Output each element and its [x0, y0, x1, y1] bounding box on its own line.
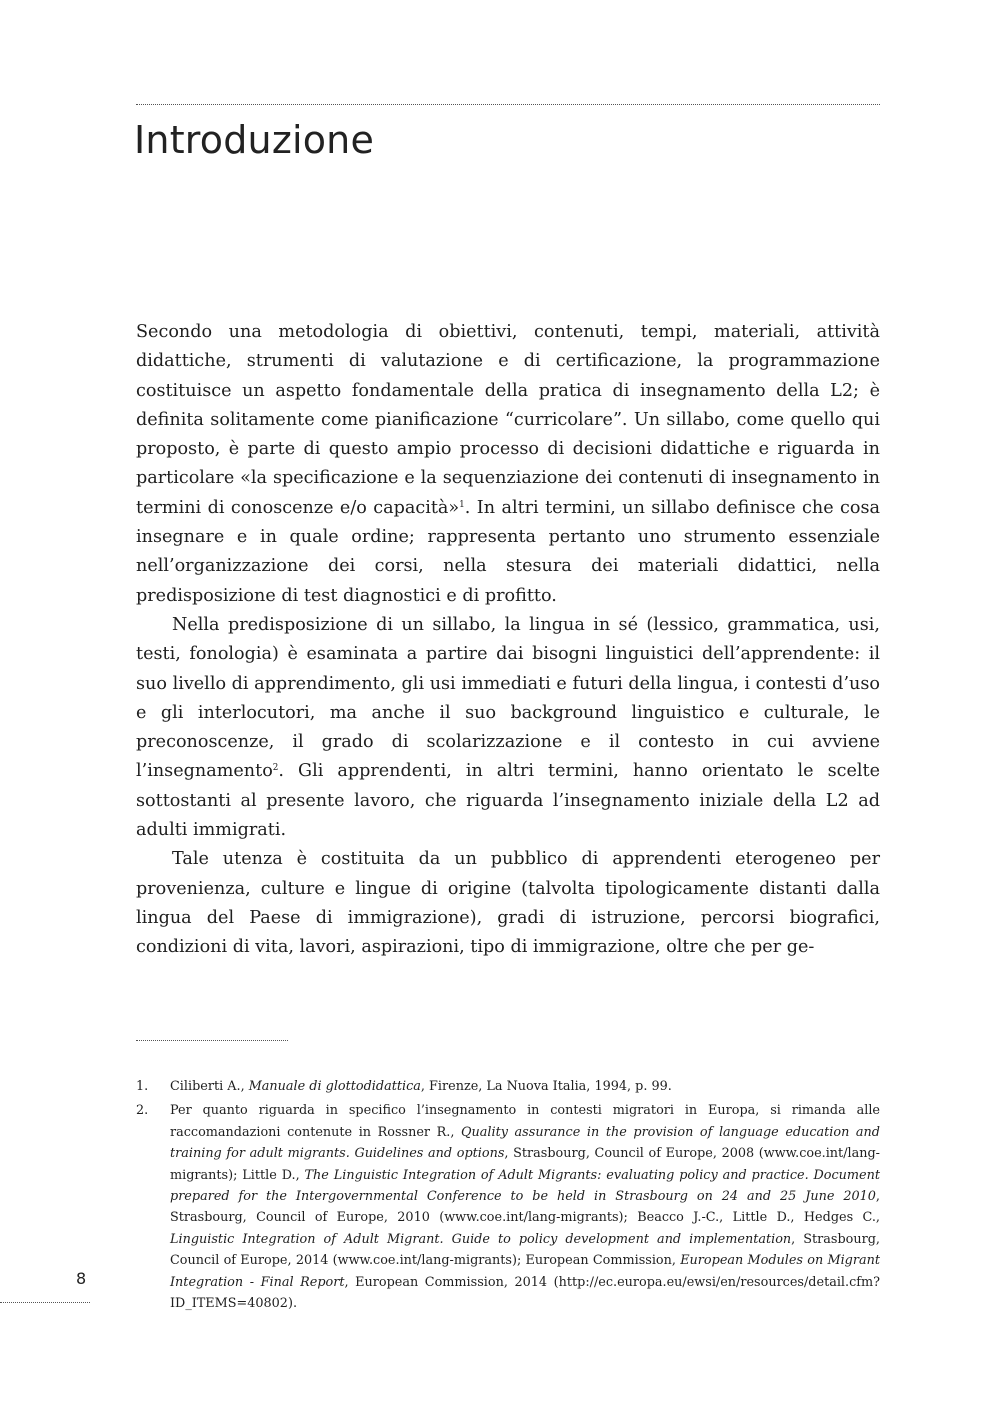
- footnote-text-part: , Firenze, La Nuova Italia, 1994, p. 99.: [420, 1079, 672, 1094]
- footnote-text-part: , Strasbourg, Council of Europe, 2010 (www.coe.int/lang-migrants); Beacco J.-C., Little D., Hedges C.,: [170, 1189, 880, 1226]
- body-text: [136, 318, 880, 963]
- footnote-title: Linguistic Integration of Adult Migrant. Guide to policy development and implementation: [170, 1231, 792, 1247]
- footnote-ref-1[interactable]: 1: [459, 499, 465, 510]
- paragraph-1-text-rest: . In altri termini, un sillabo definisce che cosa insegnare e in quale ordine; rappresenta pertanto uno strumento essenziale nell’organizzazione dei corsi, nella stesura dei materiali didattici, nella predisposizione di test diagnostici e di profitto.: [136, 497, 880, 606]
- paragraph-2-text-rest: . Gli apprendenti, in altri termini, hanno orientato le scelte sottostanti al presente lavoro, che riguarda l’insegnamento iniziale della L2 ad adulti immigrati.: [136, 761, 880, 841]
- footnote-text-part: Per quanto riguarda in specifico l’insegnamento in contesti migratori in Europa, si rimanda alle raccomandazioni contenute in Rossner R.,: [170, 1103, 880, 1140]
- bottom-dotted-rule: [0, 1302, 90, 1303]
- footnote-title: The Linguistic Integration of Adult Migrants: evaluating policy and practice. Document prepared for the Intergovernmental Conference to be held in Strasbourg on 24 and 25 June 2010: [170, 1167, 880, 1205]
- footnote-title: European Modules on Migrant Integration - Final Report: [170, 1253, 881, 1290]
- footnote-title: Quality assurance in the provision of language education and training for adult migrants. Guidelines and options: [170, 1124, 880, 1162]
- footnote-title: Manuale di glottodidattica: [248, 1079, 421, 1094]
- footnote-text-part: , Strasbourg, Council of Europe, 2008 (www.coe.int/lang-migrants); Little D.,: [170, 1146, 880, 1183]
- top-dotted-rule: [136, 104, 880, 105]
- paragraph-1-text: Secondo una metodologia di obiettivi, contenuti, tempi, materiali, attività didattiche, strumenti di valutazione e di certificazione, la programmazione costituisce un aspetto fondamentale della pratica di insegnamento della L2; è definita solitamente come pianificazione “curricolare”. Un sillabo, come quello qui proposto, è parte di questo ampio processo di decisioni didattiche e riguarda in particolare «la specificazione e la sequenziazione dei contenuti di insegnamento in termini di conoscenze e/o capacità»: [136, 322, 880, 518]
- paragraph-2: [136, 611, 880, 845]
- footnote-text-part: Ciliberti A.,: [170, 1079, 249, 1094]
- page-title: Introduzione: [134, 118, 375, 162]
- paragraph-3: Tale utenza è costituita da un pubblico di apprendenti eterogeneo per provenienza, culture e lingue di origine (talvolta tipologicamente distanti dalla lingua del Paese di immigrazione), gradi di istruzione, percorsi biografici, condizioni di vita, lavori, aspirazioni, tipo di immigrazione, oltre che per ge-: [136, 849, 880, 958]
- footnote-text-part: , European Commission, 2014 (http://ec.europa.eu/ewsi/en/resources/detail.cfm?ID_ITEMS=40802).: [170, 1274, 880, 1312]
- footnotes: [136, 1076, 880, 1317]
- footnote-text-part: , Strasbourg, Council of Europe, 2014 (www.coe.int/lang-migrants); European Commission,: [170, 1231, 881, 1269]
- footnote-ref-2[interactable]: 2: [272, 763, 279, 774]
- footnote-text: [170, 1100, 880, 1314]
- footnote-text: [170, 1076, 880, 1097]
- footnote-separator: [136, 1040, 288, 1041]
- footnote-1: [136, 1076, 880, 1097]
- page-number: 8: [76, 1269, 87, 1288]
- footnote-number: 2.: [136, 1103, 149, 1119]
- footnote-2: [136, 1100, 880, 1314]
- paragraph-2-text: Nella predisposizione di un sillabo, la lingua in sé (lessico, grammatica, usi, testi, fonologia) è esaminata a partire dai bisogni linguistici dell’apprendente: il suo livello di apprendimento, gli usi immediati e futuri della lingua, i contesti d’uso e gli interlocutori, ma anche il suo background linguistico e culturale, le preconoscenze, il grado di scolarizzazione e il contesto in cui avviene l’insegnamento: [136, 614, 880, 782]
- footnote-number: 1.: [136, 1079, 149, 1094]
- paragraph-1: [136, 318, 880, 611]
